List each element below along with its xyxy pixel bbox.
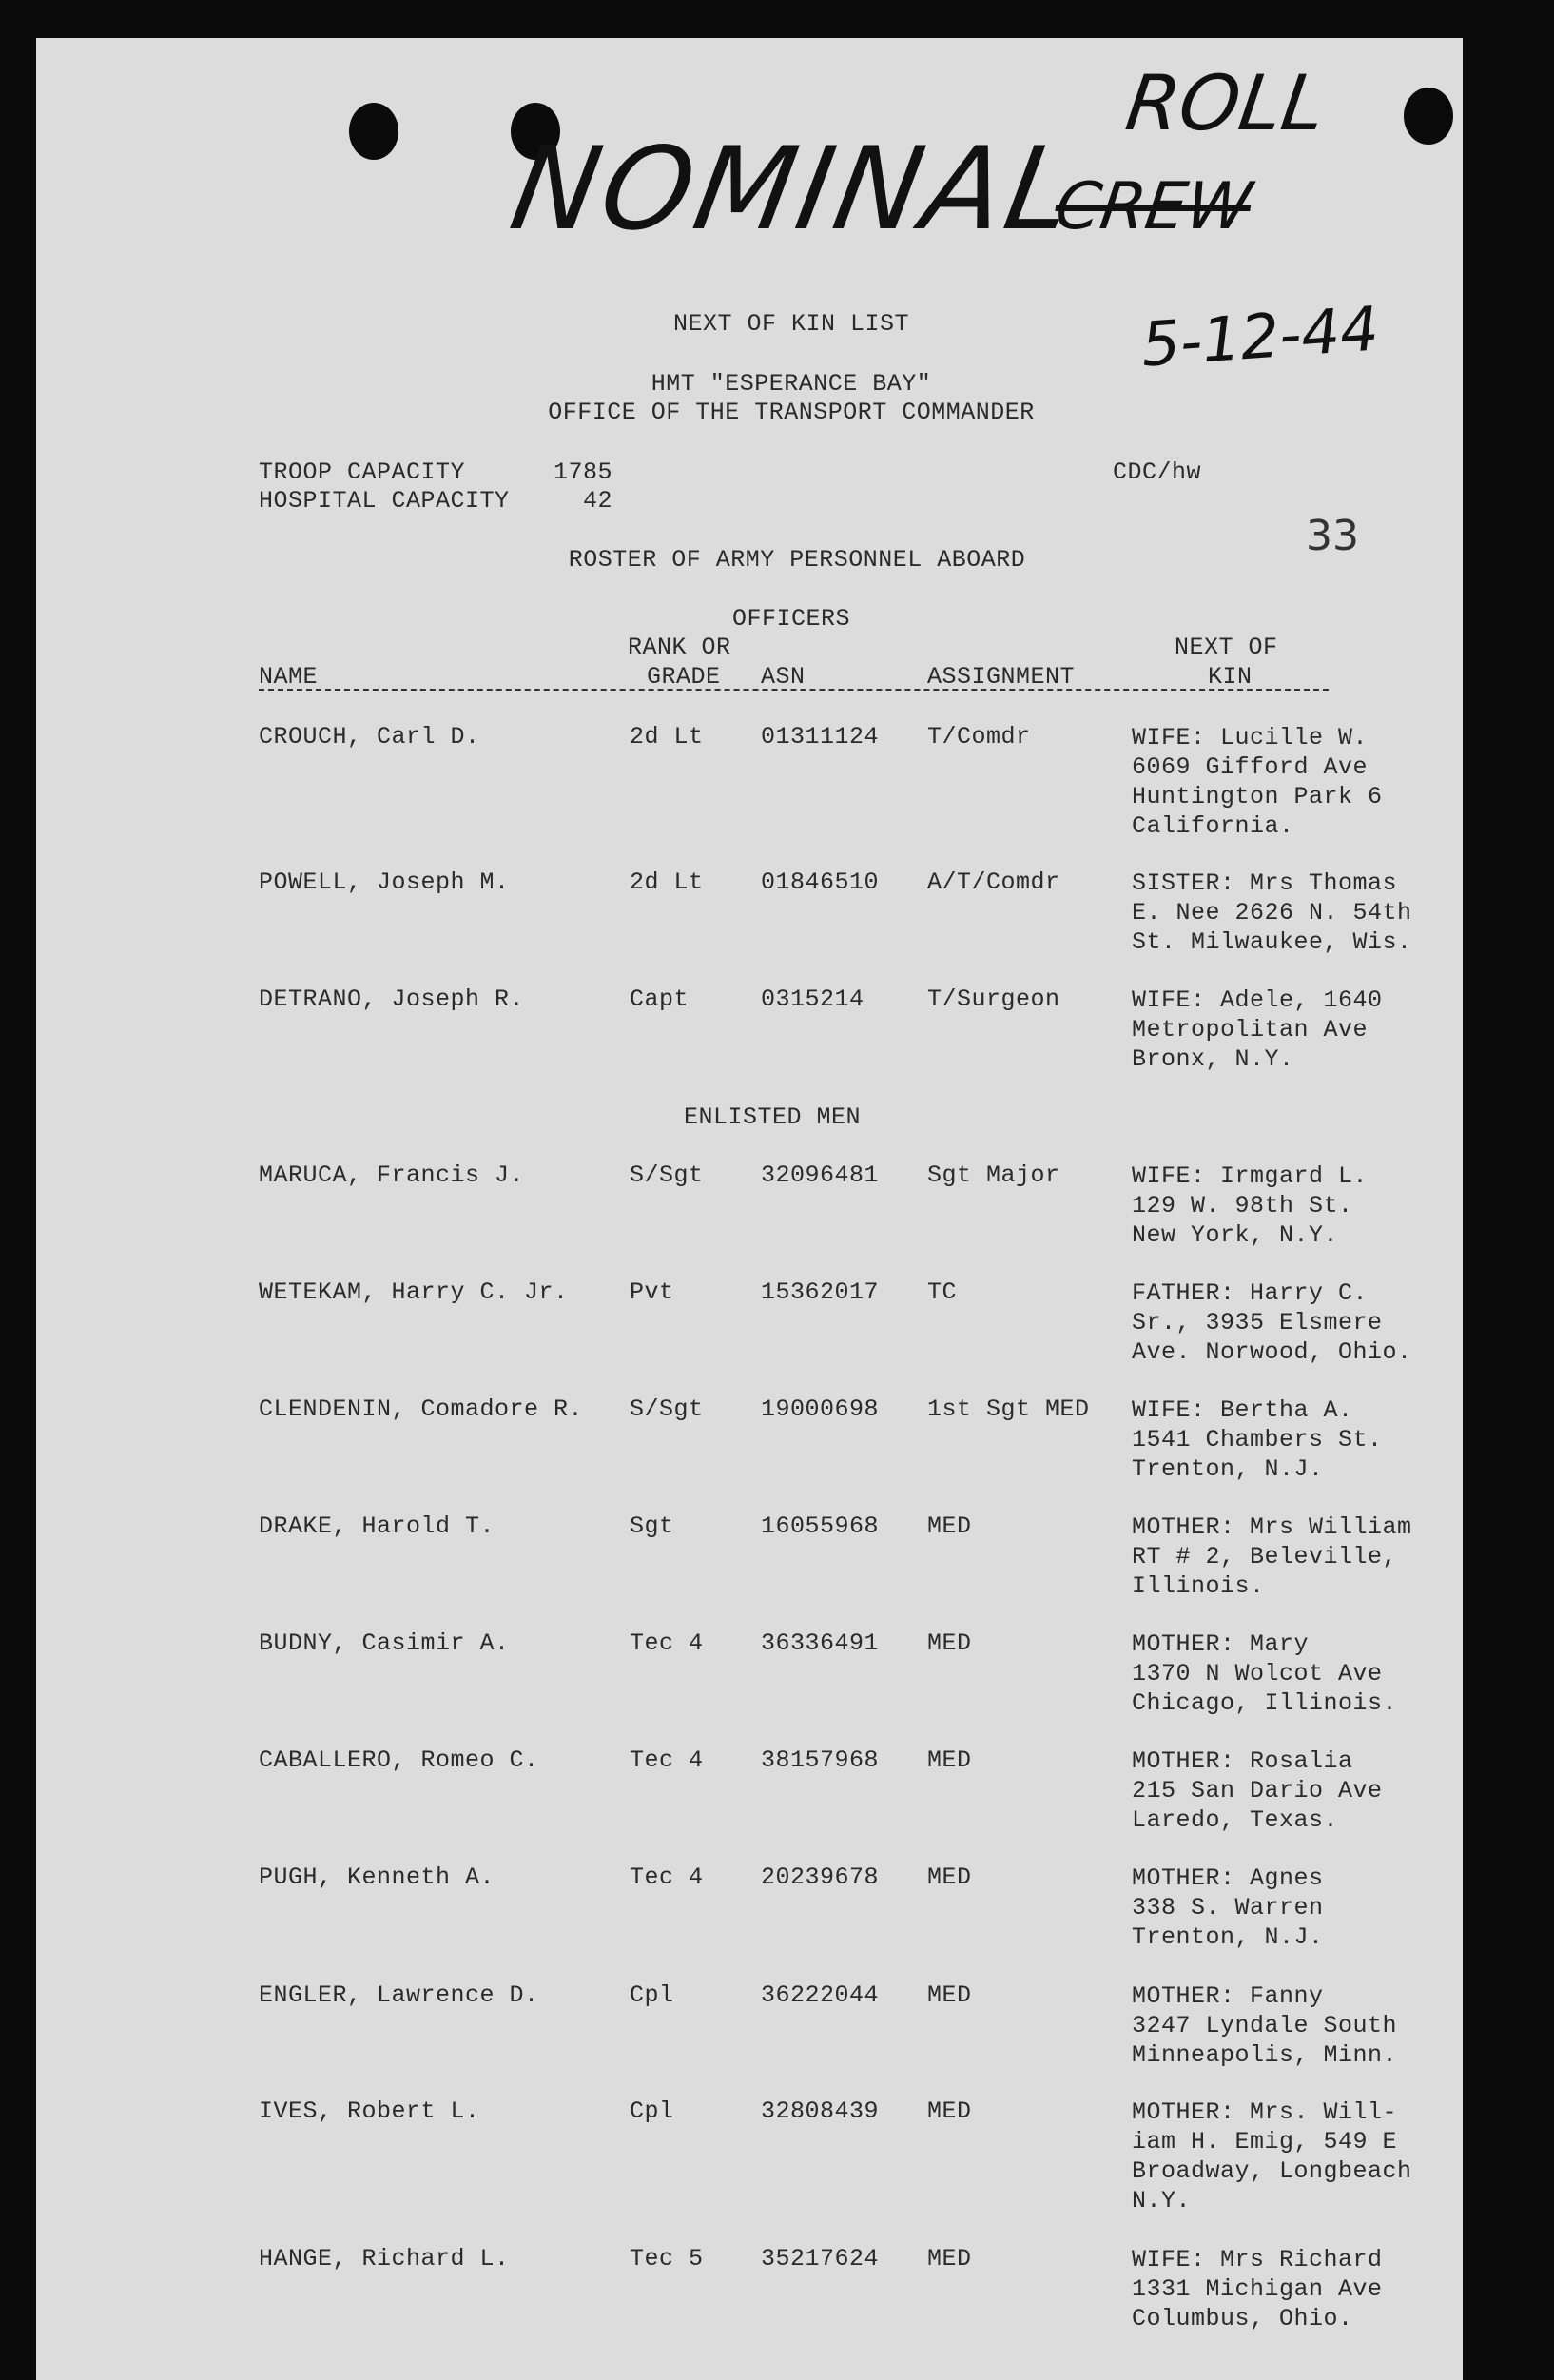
column-assignment: ASSIGNMENT [927, 663, 1076, 691]
kin-line: California. [1132, 812, 1294, 840]
kin-line: FATHER: Harry C. [1132, 1279, 1369, 1307]
cell-rank: 2d Lt [630, 868, 704, 896]
handwritten-crew-struck: CREW [1050, 169, 1256, 244]
cell-assignment: MED [927, 2097, 972, 2125]
kin-line: WIFE: Adele, 1640 [1132, 986, 1383, 1014]
reference-initials: CDC/hw [1113, 458, 1202, 486]
cell-next-of-kin [1132, 1863, 1324, 1952]
cell-name: CROUCH, Carl D. [259, 723, 480, 751]
kin-line: 1541 Chambers St. [1132, 1426, 1383, 1453]
cell-asn: 01846510 [761, 868, 880, 896]
kin-line: Metropolitan Ave [1132, 1016, 1369, 1044]
kin-line: 3247 Lyndale South [1132, 2012, 1398, 2039]
cell-name: DRAKE, Harold T. [259, 1512, 495, 1540]
column-kin-line2: KIN [1208, 663, 1253, 691]
kin-line: MOTHER: Agnes [1132, 1864, 1324, 1892]
cell-rank: Tec 4 [630, 1863, 704, 1891]
kin-line: MOTHER: Rosalia [1132, 1747, 1353, 1775]
cell-next-of-kin [1132, 1278, 1412, 1367]
handwritten-title: NOMINAL [501, 124, 1087, 256]
cell-assignment: MED [927, 1512, 972, 1540]
troop-capacity-label: TROOP CAPACITY [259, 458, 466, 486]
punch-hole [1404, 88, 1453, 145]
kin-line: 338 S. Warren [1132, 1894, 1324, 1922]
cell-asn: 38157968 [761, 1746, 880, 1774]
cell-name: CABALLERO, Romeo C. [259, 1746, 539, 1774]
kin-line: 129 W. 98th St. [1132, 1192, 1353, 1219]
cell-rank: Tec 4 [630, 1746, 704, 1774]
kin-line: 1331 Michigan Ave [1132, 2275, 1383, 2303]
cell-next-of-kin [1132, 1395, 1383, 1484]
cell-name: HANGE, Richard L. [259, 2245, 510, 2273]
header-line-1: NEXT OF KIN LIST [672, 310, 910, 338]
cell-rank: Tec 5 [630, 2245, 704, 2273]
cell-name: WETEKAM, Harry C. Jr. [259, 1278, 569, 1306]
cell-name: ENGLER, Lawrence D. [259, 1981, 539, 2009]
cell-asn: 01311124 [761, 723, 880, 751]
cell-asn: 15362017 [761, 1278, 880, 1306]
cell-asn: 36222044 [761, 1981, 880, 2009]
kin-line: Sr., 3935 Elsmere [1132, 1309, 1383, 1336]
column-name: NAME [259, 663, 319, 691]
kin-line: St. Milwaukee, Wis. [1132, 928, 1412, 956]
hospital-capacity-label: HOSPITAL CAPACITY [259, 487, 510, 515]
cell-name: DETRANO, Joseph R. [259, 985, 525, 1013]
column-rank-line2: GRADE [647, 663, 721, 691]
cell-next-of-kin [1132, 2245, 1383, 2333]
cell-asn: 35217624 [761, 2245, 880, 2273]
kin-line: Illinois. [1132, 1572, 1265, 1600]
cell-rank: S/Sgt [630, 1395, 704, 1423]
cell-rank: Cpl [630, 2097, 674, 2125]
cell-next-of-kin [1132, 868, 1412, 957]
column-rank-line1: RANK OR [628, 634, 731, 661]
kin-line: MOTHER: Mrs William [1132, 1513, 1412, 1541]
cell-asn: 36336491 [761, 1629, 880, 1657]
handwritten-roll: ROLL [1120, 59, 1331, 147]
kin-line: WIFE: Irmgard L. [1132, 1162, 1369, 1190]
hospital-capacity-value: 42 [583, 487, 613, 515]
cell-rank: Capt [630, 985, 690, 1013]
cell-name: BUDNY, Casimir A. [259, 1629, 510, 1657]
cell-next-of-kin [1132, 1629, 1397, 1718]
cell-name: IVES, Robert L. [259, 2097, 480, 2125]
cell-next-of-kin [1132, 985, 1383, 1074]
kin-line: 6069 Gifford Ave [1132, 753, 1369, 781]
cell-rank: 2d Lt [630, 723, 704, 751]
kin-line: WIFE: Lucille W. [1132, 724, 1369, 751]
cell-rank: S/Sgt [630, 1161, 704, 1189]
cell-assignment: T/Comdr [927, 723, 1031, 751]
cell-asn: 20239678 [761, 1863, 880, 1891]
roster-title: ROSTER OF ARMY PERSONNEL ABOARD [568, 546, 1026, 574]
cell-rank: Pvt [630, 1278, 674, 1306]
cell-name: MARUCA, Francis J. [259, 1161, 525, 1189]
kin-line: 1370 N Wolcot Ave [1132, 1660, 1383, 1687]
cell-next-of-kin [1132, 1746, 1383, 1835]
kin-line: Ave. Norwood, Ohio. [1132, 1338, 1412, 1366]
cell-assignment: MED [927, 1746, 972, 1774]
cell-next-of-kin [1132, 1161, 1368, 1250]
kin-line: Bronx, N.Y. [1132, 1045, 1294, 1073]
kin-line: WIFE: Bertha A. [1132, 1396, 1353, 1424]
cell-name: PUGH, Kenneth A. [259, 1863, 495, 1891]
kin-line: Chicago, Illinois. [1132, 1689, 1398, 1717]
cell-name: CLENDENIN, Comadore R. [259, 1395, 584, 1423]
kin-line: Trenton, N.J. [1132, 1455, 1324, 1483]
kin-line: N.Y. [1132, 2187, 1192, 2214]
cell-rank: Sgt [630, 1512, 674, 1540]
cell-next-of-kin [1132, 1512, 1412, 1601]
kin-line: New York, N.Y. [1132, 1221, 1339, 1249]
column-asn: ASN [761, 663, 806, 691]
enlisted-heading: ENLISTED MEN [683, 1103, 862, 1131]
cell-assignment: A/T/Comdr [927, 868, 1060, 896]
cell-asn: 19000698 [761, 1395, 880, 1423]
handwritten-date: 5-12-44 [1138, 294, 1382, 381]
kin-line: WIFE: Mrs Richard [1132, 2246, 1383, 2273]
kin-line: MOTHER: Fanny [1132, 1982, 1324, 2010]
cell-assignment: MED [927, 2245, 972, 2273]
kin-line: Laredo, Texas. [1132, 1806, 1339, 1834]
kin-line: Broadway, Longbeach [1132, 2157, 1412, 2185]
cell-asn: 32808439 [761, 2097, 880, 2125]
header-divider [259, 689, 1329, 691]
cell-asn: 16055968 [761, 1512, 880, 1540]
kin-line: MOTHER: Mrs. Will- [1132, 2098, 1398, 2126]
cell-assignment: TC [927, 1278, 958, 1306]
kin-line: MOTHER: Mary [1132, 1630, 1310, 1658]
header-line-2: HMT "ESPERANCE BAY" [651, 370, 932, 398]
cell-assignment: MED [927, 1629, 972, 1657]
cell-rank: Tec 4 [630, 1629, 704, 1657]
kin-line: iam H. Emig, 549 E [1132, 2128, 1398, 2156]
kin-line: 215 San Dario Ave [1132, 1777, 1383, 1805]
page-number: 33 [1306, 512, 1359, 560]
cell-assignment: Sgt Major [927, 1161, 1060, 1189]
cell-asn: 32096481 [761, 1161, 880, 1189]
punch-hole [349, 103, 398, 160]
kin-line: Columbus, Ohio. [1132, 2305, 1353, 2332]
column-kin-line1: NEXT OF [1175, 634, 1278, 661]
cell-next-of-kin [1132, 2097, 1412, 2215]
cell-assignment: MED [927, 1863, 972, 1891]
kin-line: Huntington Park 6 [1132, 783, 1383, 810]
officers-heading: OFFICERS [731, 605, 851, 633]
cell-asn: 0315214 [761, 985, 864, 1013]
kin-line: RT # 2, Beleville, [1132, 1543, 1398, 1570]
header-line-3: OFFICE OF THE TRANSPORT COMMANDER [548, 399, 1035, 426]
cell-assignment: MED [927, 1981, 972, 2009]
kin-line: Trenton, N.J. [1132, 1923, 1324, 1951]
cell-assignment: 1st Sgt MED [927, 1395, 1090, 1423]
kin-line: E. Nee 2626 N. 54th [1132, 899, 1412, 927]
kin-line: SISTER: Mrs Thomas [1132, 869, 1398, 897]
cell-name: POWELL, Joseph M. [259, 868, 510, 896]
troop-capacity-value: 1785 [554, 458, 613, 486]
cell-rank: Cpl [630, 1981, 674, 2009]
cell-next-of-kin [1132, 1981, 1397, 2070]
kin-line: Minneapolis, Minn. [1132, 2041, 1398, 2069]
cell-assignment: T/Surgeon [927, 985, 1060, 1013]
cell-next-of-kin [1132, 723, 1383, 841]
